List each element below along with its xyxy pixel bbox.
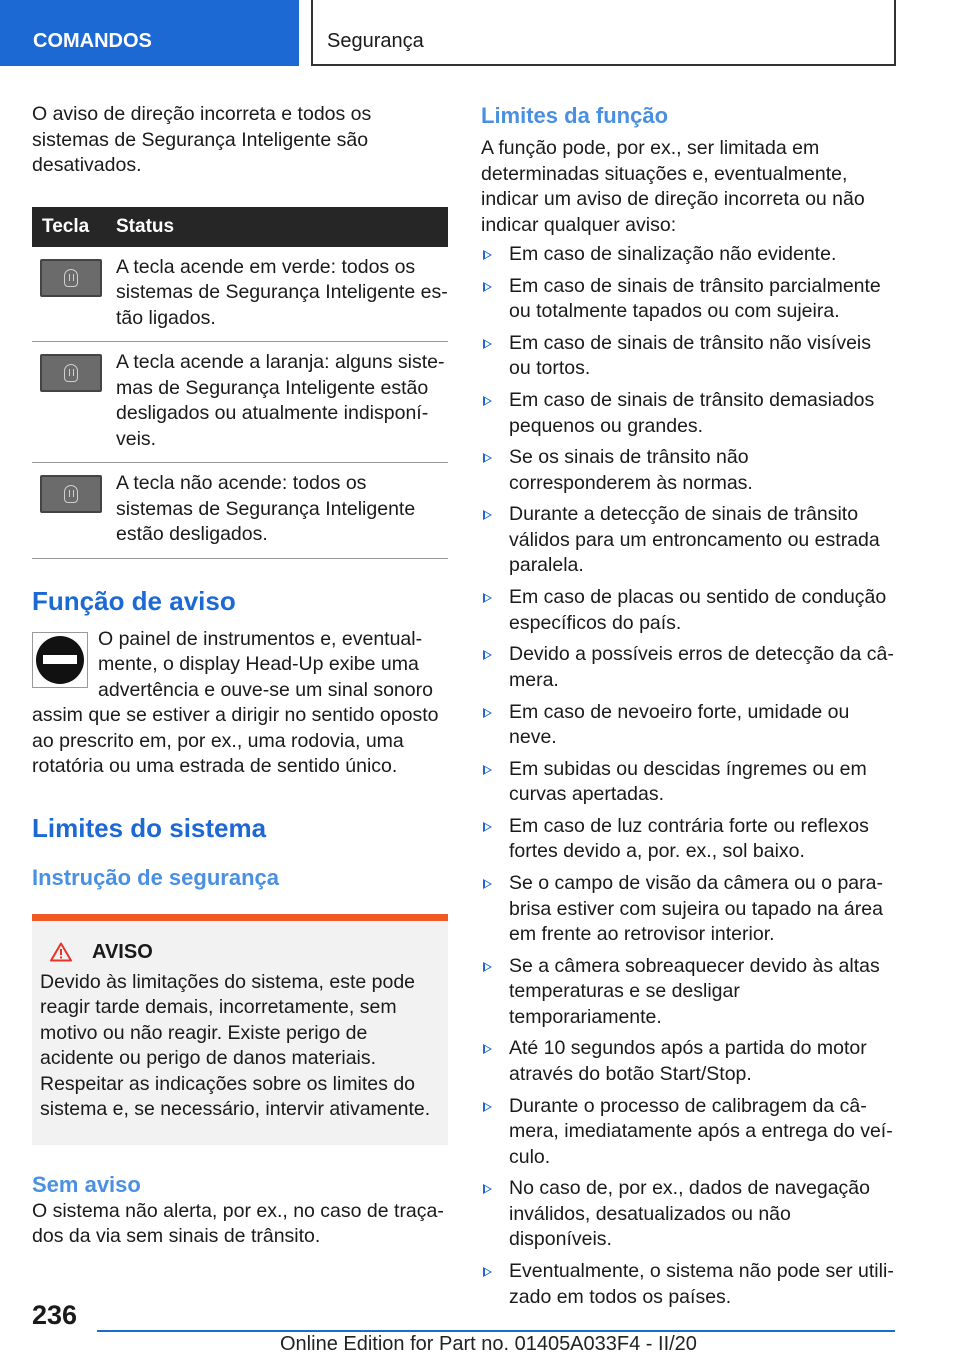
list-item xyxy=(481,502,895,579)
table-cell-status: A tecla acende a laranja: alguns sistemas de Segurança Inteligente estão desligados ou atualmente indisponíveis. xyxy=(116,342,448,463)
list-item-text: No caso de, por ex., dados de navegação inválidos, desatualizados ou não disponíveis. xyxy=(509,1177,870,1251)
list-item-text: Em caso de nevoeiro forte, umidade ou neve. xyxy=(509,700,850,748)
limits-list xyxy=(481,242,895,1310)
heading-instrucao-de-seguranca: Instrução de segurança xyxy=(32,864,279,890)
list-item-text: Em subidas ou descidas íngremes ou em curvas apertadas. xyxy=(509,757,867,806)
triangle-bullet-icon xyxy=(483,1267,492,1277)
triangle-bullet-icon xyxy=(483,1044,492,1054)
list-item xyxy=(481,871,895,948)
list-item xyxy=(481,242,895,268)
table-cell-status: A tecla não acende: todos os sistemas de Segurança Inteligente estão desligados. xyxy=(116,463,448,559)
list-item-text: Em caso de sinais de trânsito não visíveis ou tortos. xyxy=(509,331,872,380)
footer-edition xyxy=(280,1333,697,1356)
warning-triangle-icon xyxy=(50,942,72,962)
safety-button-green-icon xyxy=(40,259,102,297)
triangle-bullet-icon xyxy=(483,1102,492,1112)
list-item xyxy=(481,1094,895,1171)
triangle-bullet-icon xyxy=(483,593,492,603)
column-header-status: Status xyxy=(116,207,448,247)
no-entry-sign-icon xyxy=(32,632,88,688)
funcao-paragraph: O painel de instrumentos e, eventualmente, o display Head-Up exibe uma advertência e ouve-se um sinal sonoro assim que se estiver a dirigir no sentido oposto ao prescrito em, por ex., uma rodovia, uma rotatória ou uma estrada de sentido único. xyxy=(32,627,439,777)
list-item-text: Em caso de sinalização não evidente. xyxy=(509,243,837,265)
triangle-bullet-icon xyxy=(483,282,492,292)
page-number: 236 xyxy=(32,1300,78,1330)
table-cell-status: A tecla acende em verde: todos os sistemas de Segurança Inteligente estão ligados. xyxy=(116,247,448,342)
safety-button-off-icon xyxy=(40,475,102,513)
list-item-text: Em caso de placas ou sentido de condução específicos do país. xyxy=(509,586,887,634)
list-item xyxy=(481,814,895,865)
list-item-text: Eventualmente, o sistema não pode ser utilizado em todos os países. xyxy=(509,1260,894,1308)
section-tab: COMANDOS xyxy=(0,0,299,66)
triangle-bullet-icon xyxy=(483,650,492,660)
warning-title xyxy=(50,941,440,964)
list-item xyxy=(481,445,895,496)
triangle-bullet-icon xyxy=(483,822,492,832)
triangle-bullet-icon xyxy=(483,339,492,349)
heading-limites-da-funcao: Limites da função xyxy=(481,103,669,128)
limites-intro-paragraph: A função pode, por ex., ser limitada em determinadas situações e, eventualmente, indicar um aviso de direção incorreta ou não indicar qualquer aviso: xyxy=(481,137,865,236)
warning-box xyxy=(32,914,448,1145)
table-row xyxy=(32,247,448,342)
triangle-bullet-icon xyxy=(483,510,492,520)
triangle-bullet-icon xyxy=(483,396,492,406)
list-item-text: Se o campo de visão da câmera ou o para-brisa estiver com sujeira ou tapado na área em frente ao retrovisor interior. xyxy=(509,872,883,946)
list-item-text: Durante o processo de calibragem da câmera, imediatamente após a entrega do veículo. xyxy=(509,1094,893,1168)
triangle-bullet-icon xyxy=(483,879,492,889)
funcao-section xyxy=(32,627,448,780)
list-item xyxy=(481,700,895,751)
column-header-key: Tecla xyxy=(32,207,116,247)
heading-funcao-de-aviso: Função de aviso xyxy=(32,585,236,616)
edition-text: Online Edition for Part no. 01405A033F4 - II/20 xyxy=(280,1333,697,1355)
list-item-text: Em caso de sinais de trânsito parcialmente ou totalmente tapados ou com sujeira. xyxy=(509,274,881,323)
triangle-bullet-icon xyxy=(483,250,492,260)
heading-limites-do-sistema: Limites do sistema xyxy=(32,812,267,843)
list-item xyxy=(481,954,895,1031)
table-header-row xyxy=(32,207,448,247)
list-item xyxy=(481,757,895,808)
sem-aviso-paragraph: O sistema não alerta, por ex., no caso de traçados da via sem sinais de trânsito. xyxy=(32,1199,444,1247)
table-row xyxy=(32,342,448,463)
list-item xyxy=(481,1036,895,1087)
list-item-text: Se os sinais de trânsito não corresponderem às normas. xyxy=(509,446,753,494)
list-item-text: Devido a possíveis erros de detecção da câmera. xyxy=(509,643,894,691)
list-item-text: Em caso de luz contrária forte ou reflexos fortes devido a, por. ex., sol baixo. xyxy=(509,814,869,863)
triangle-bullet-icon xyxy=(483,1184,492,1194)
list-item xyxy=(481,331,895,382)
list-item xyxy=(481,1176,895,1253)
list-item xyxy=(481,388,895,439)
safety-button-orange-icon xyxy=(40,354,102,392)
left-column xyxy=(32,102,448,1250)
heading-sem-aviso: Sem aviso xyxy=(32,1171,141,1197)
list-item xyxy=(481,585,895,636)
list-item xyxy=(481,1259,895,1310)
list-item-text: Até 10 segundos após a partida do motor através do botão Start/Stop. xyxy=(509,1037,867,1085)
list-item xyxy=(481,274,895,325)
triangle-bullet-icon xyxy=(483,962,492,972)
page-header xyxy=(0,0,960,66)
warning-text: Devido às limitações do sistema, este pode reagir tarde demais, incorretamente, sem motivo ou não reagir. Existe perigo de acidente ou perigo de danos materiais. Respeitar as indicações sobre os limites do sistema e, se necessário, intervir ativamente. xyxy=(40,970,431,1120)
right-column xyxy=(481,102,895,1316)
intro-paragraph: O aviso de direção incorreta e todos os sistemas de Segurança Inteligente são desativados. xyxy=(32,103,372,176)
warning-title-text: AVISO xyxy=(92,940,153,963)
status-table xyxy=(32,207,448,559)
triangle-bullet-icon xyxy=(483,453,492,463)
list-item-text: Em caso de sinais de trânsito demasiados pequenos ou grandes. xyxy=(509,389,875,437)
page-title: Segurança xyxy=(311,0,896,66)
footer-divider xyxy=(97,1330,895,1332)
triangle-bullet-icon xyxy=(483,708,492,718)
triangle-bullet-icon xyxy=(483,765,492,775)
list-item xyxy=(481,642,895,693)
list-item-text: Durante a detecção de sinais de trânsito válidos para um entroncamento ou estrada paralela. xyxy=(509,503,880,577)
table-row xyxy=(32,463,448,559)
list-item-text: Se a câmera sobreaquecer devido às altas temperaturas e se desligar temporariamente. xyxy=(509,954,880,1028)
